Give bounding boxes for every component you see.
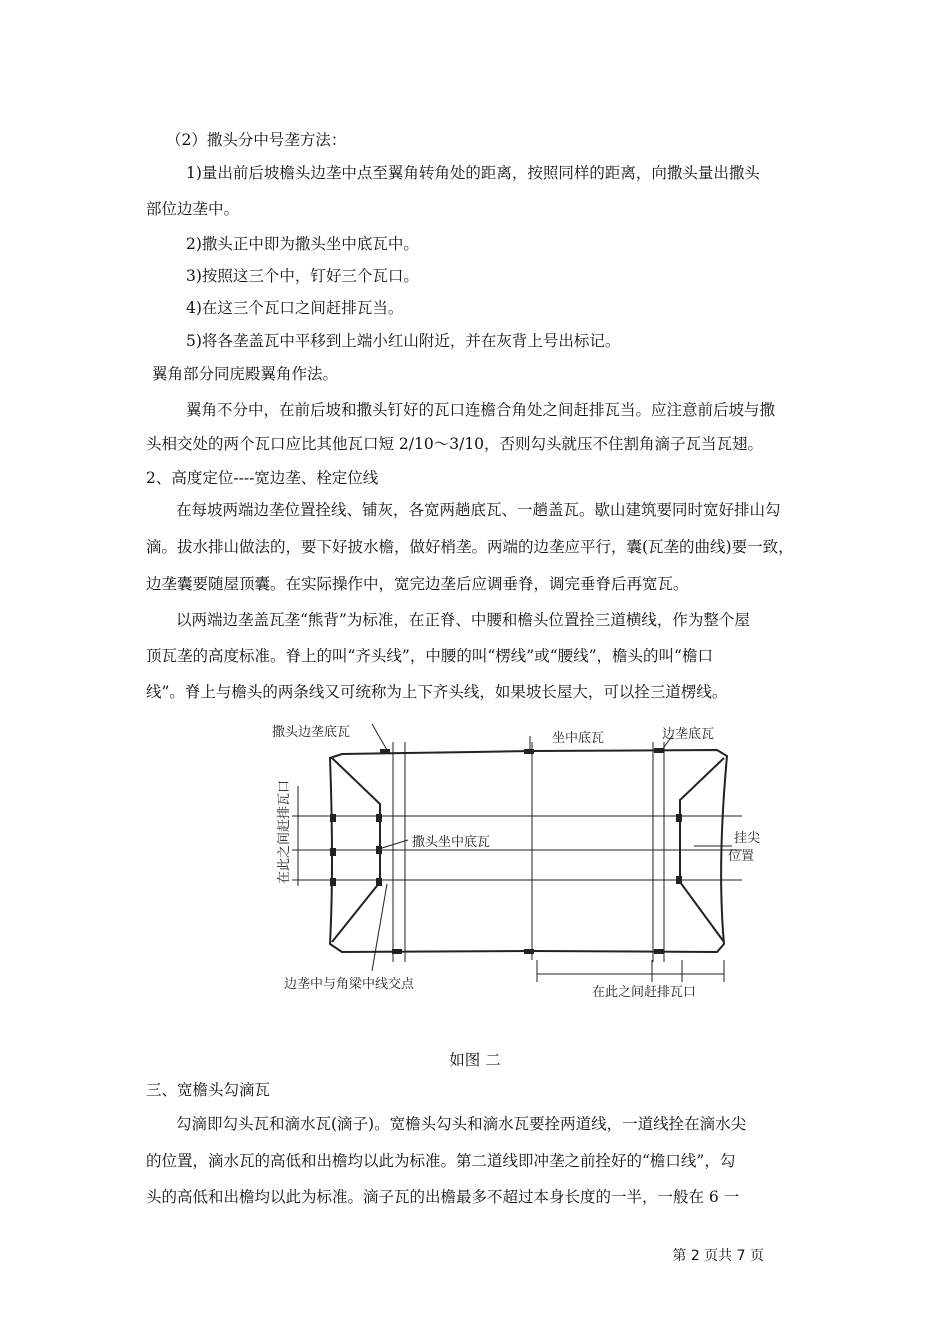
label-sahead-edge-bottom-tile: 撒头边垄底瓦 bbox=[272, 725, 351, 740]
paragraph: 顶瓦垄的高度标准。脊上的叫“齐头线”，中腰的叫“楞线”或“腰线”，檐头的叫“檐口 bbox=[146, 647, 713, 665]
page-number: 第 2 页共 7 页 bbox=[672, 1248, 764, 1264]
paragraph: 3)按照这三个中，钉好三个瓦口。 bbox=[186, 267, 419, 285]
paragraph: （2）撒头分中号垄方法： bbox=[166, 131, 347, 149]
paragraph: 2)撒头正中即为撒头坐中底瓦中。 bbox=[186, 235, 419, 253]
paragraph: 在每坡两端边垄位置拴线、铺灰，各宽两趟底瓦、一趟盖瓦。歇山建筑要同时宽好排山勾 bbox=[176, 501, 781, 519]
paragraph: 滴。拔水排山做法的，要下好披水檐，做好梢垄。两端的边垄应平行，囊(瓦垄的曲线)要一致， bbox=[146, 538, 794, 556]
paragraph: 勾滴即勾头瓦和滴水瓦(滴子)。宽檐头勾头和滴水瓦要拴两道线，一道线拴在滴水尖 bbox=[176, 1115, 747, 1133]
figure-caption: 如图 二 bbox=[449, 1051, 501, 1069]
paragraph: 翼角部分同庑殿翼角作法。 bbox=[152, 365, 339, 383]
paragraph: 部位边垄中。 bbox=[146, 200, 240, 218]
paragraph: 以两端边垄盖瓦垄“熊背”为标准，在正脊、中腰和檐头位置拴三道横线，作为整个屋 bbox=[176, 611, 750, 629]
label-sahead-center-tile: 撒头坐中底瓦 bbox=[412, 835, 491, 850]
roof-plan-diagram bbox=[262, 716, 761, 1006]
paragraph: 5)将各垄盖瓦中平移到上端小红山附近，并在灰背上号出标记。 bbox=[186, 332, 621, 350]
paragraph: 1)量出前后坡檐头边垄中点至翼角转角处的距离，按照同样的距离，向撒头量出撒头 bbox=[186, 164, 760, 182]
section-heading: 2、高度定位----宽边垄、栓定位线 bbox=[146, 469, 379, 487]
paragraph: 的位置，滴水瓦的高低和出檐均以此为标准。第二道线即冲垄之前拴好的“檐口线”，勾 bbox=[146, 1152, 736, 1170]
paragraph: 翼角不分中，在前后坡和撒头钉好的瓦口连檐合角处之间赶排瓦当。应注意前后坡与撒 bbox=[186, 401, 776, 419]
roof-layout-figure bbox=[262, 716, 761, 1006]
label-edge-bottom-tile: 边垄底瓦 bbox=[662, 727, 715, 742]
paragraph: 4)在这三个瓦口之间赶排瓦当。 bbox=[186, 299, 404, 317]
paragraph: 线”。脊上与檐头的两条线又可统称为上下齐头线，如果坡长屋大，可以拴三道楞线。 bbox=[146, 683, 728, 701]
label-hanging-point-2: 位置 bbox=[728, 849, 755, 864]
label-center-bottom-tile: 坐中底瓦 bbox=[552, 731, 605, 746]
section-heading: 三、宽檐头勾滴瓦 bbox=[146, 1081, 271, 1099]
paragraph: 头相交处的两个瓦口应比其他瓦口短 2/10～3/10，否则勾头就压不住割角滴子瓦当瓦翅。 bbox=[146, 435, 764, 453]
paragraph: 头的高低和出檐均以此为标准。滴子瓦的出檐最多不超过本身长度的一半，一般在 6 一 bbox=[146, 1188, 740, 1206]
label-bottom-left: 边垄中与角梁中线交点 bbox=[284, 977, 415, 992]
label-left-vertical: 在此之间赶排瓦口 bbox=[277, 779, 292, 884]
label-bottom-right: 在此之间赶排瓦口 bbox=[592, 985, 697, 1000]
paragraph: 边垄囊要随屋顶囊。在实际操作中，宽完边垄后应调垂脊，调完垂脊后再宽瓦。 bbox=[146, 575, 689, 593]
label-hanging-point-1: 挂尖 bbox=[734, 831, 761, 846]
